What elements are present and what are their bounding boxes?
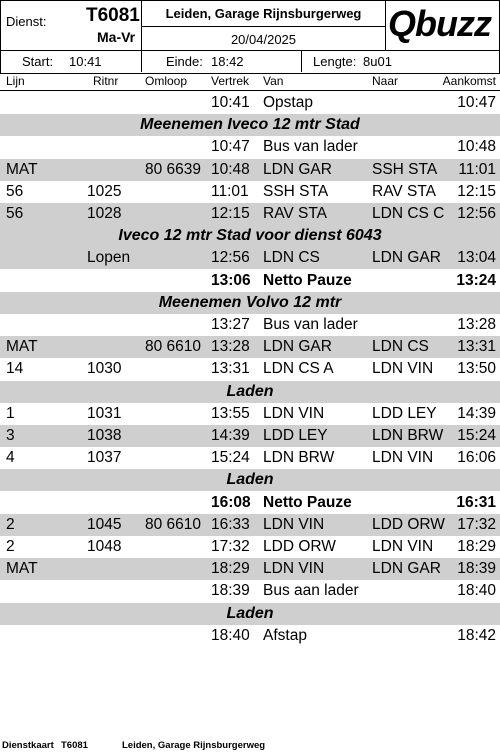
cell-van: Opstap <box>263 94 313 111</box>
cell-vertrek: 14:39 <box>211 427 250 444</box>
table-row <box>0 314 500 336</box>
cell-ritnr: 1031 <box>87 404 122 422</box>
cell-lijn: MAT <box>6 338 38 356</box>
cell-naar: LDN VIN <box>372 360 434 378</box>
cell-van: LDN VIN <box>263 560 325 578</box>
cell-lijn: 56 <box>6 182 24 200</box>
cell-aankomst: 12:56 <box>457 205 496 222</box>
cell-aankomst: 11:01 <box>458 160 496 178</box>
dienst-code: T6081 <box>86 5 140 26</box>
cell-vertrek: 13:27 <box>211 316 250 333</box>
section-header: Laden <box>0 603 500 625</box>
cell-naar: LDD ORW <box>372 515 445 533</box>
cell-vertrek: 13:31 <box>211 360 250 378</box>
cell-aankomst: 10:47 <box>457 94 496 111</box>
cell-naar: LDN VIN <box>372 538 434 555</box>
column-header <box>0 72 500 91</box>
table-row <box>0 558 500 580</box>
cell-lijn: 1 <box>6 404 15 422</box>
section-header: Laden <box>0 381 500 403</box>
cell-van: Netto Pauze <box>263 271 352 289</box>
section-header: Laden <box>0 469 500 491</box>
cell-aankomst: 18:39 <box>457 560 496 578</box>
table-row <box>0 270 500 292</box>
cell-lijn: 2 <box>6 515 15 533</box>
start-time: 10:41 <box>69 54 102 69</box>
table-row <box>0 447 500 469</box>
cell-lijn: MAT <box>6 160 38 178</box>
cell-ritnr: 1028 <box>87 205 122 222</box>
cell-lijn: MAT <box>6 560 38 578</box>
table-row <box>0 203 500 225</box>
cell-lijn: 2 <box>6 538 15 555</box>
cell-lijn: 14 <box>6 360 24 378</box>
header-box <box>0 0 500 74</box>
table-row <box>0 403 500 425</box>
section-header: Iveco 12 mtr Stad voor dienst 6043 <box>0 225 500 247</box>
cell-aankomst: 18:29 <box>457 538 496 555</box>
qbuzz-logo: Qbuzz <box>388 3 491 44</box>
cell-aankomst: 17:32 <box>457 515 496 533</box>
cell-aankomst: 13:24 <box>456 271 496 289</box>
cell-van: LDN GAR <box>263 160 332 178</box>
footer <box>0 740 500 754</box>
table-row <box>0 625 500 647</box>
cell-aankomst: 16:31 <box>456 493 496 511</box>
table-row <box>0 247 500 269</box>
header-divider <box>141 50 142 72</box>
cell-ritnr: 1025 <box>87 182 122 200</box>
header-divider <box>1 50 499 51</box>
cell-vertrek: 10:48 <box>211 160 250 178</box>
footer-location: Leiden, Garage Rijnsburgerweg <box>122 740 266 751</box>
cell-ritnr: Lopen <box>87 249 131 267</box>
cell-vertrek: 13:06 <box>211 271 251 289</box>
cell-van: LDD LEY <box>263 427 328 444</box>
cell-vertrek: 18:40 <box>211 626 250 644</box>
cell-vertrek: 10:41 <box>211 94 250 111</box>
cell-van: LDD ORW <box>263 538 336 555</box>
cell-ritnr: 1038 <box>87 427 122 444</box>
col-lijn: Lijn <box>6 74 25 88</box>
lengte-label: Lengte: <box>313 54 357 69</box>
cell-omloop: 80 6639 <box>145 160 202 178</box>
cell-ritnr: 1048 <box>87 538 122 555</box>
header-divider <box>301 50 302 72</box>
cell-lijn: 4 <box>6 449 15 467</box>
cell-aankomst: 18:42 <box>457 626 496 644</box>
col-van: Van <box>263 74 284 88</box>
cell-van: LDN VIN <box>263 515 325 533</box>
cell-van: LDN CS <box>263 249 320 267</box>
einde-time: 18:42 <box>211 54 244 69</box>
dienst-days: Ma-Vr <box>97 29 136 45</box>
cell-vertrek: 13:55 <box>211 404 250 422</box>
cell-vertrek: 16:33 <box>211 515 250 533</box>
cell-naar: LDN CS <box>372 338 429 356</box>
table-row <box>0 492 500 514</box>
cell-vertrek: 15:24 <box>211 449 250 467</box>
cell-naar: LDN BRW <box>372 427 444 444</box>
cell-aankomst: 13:50 <box>457 360 496 378</box>
cell-naar: LDN GAR <box>372 560 441 578</box>
section-header: Meenemen Iveco 12 mtr Stad <box>0 114 500 136</box>
cell-aankomst: 13:04 <box>457 249 496 267</box>
cell-aankomst: 13:28 <box>457 316 496 333</box>
location-title: Leiden, Garage Rijnsburgerweg <box>165 6 362 21</box>
cell-ritnr: 1045 <box>87 515 122 533</box>
cell-naar: LDN GAR <box>372 249 441 267</box>
cell-aankomst: 10:48 <box>457 138 496 156</box>
cell-vertrek: 16:08 <box>211 493 251 511</box>
table-row <box>0 136 500 158</box>
table-row <box>0 580 500 602</box>
cell-van: RAV STA <box>263 205 328 222</box>
cell-omloop: 80 6610 <box>145 338 202 356</box>
table-row <box>0 159 500 181</box>
table-row <box>0 425 500 447</box>
table-row <box>0 536 500 558</box>
footer-label: Dienstkaart <box>2 740 54 751</box>
table-row <box>0 181 500 203</box>
section-header: Meenemen Volvo 12 mtr <box>0 292 500 314</box>
cell-van: Bus van lader <box>263 138 358 156</box>
col-vertrek: Vertrek <box>211 74 250 88</box>
cell-aankomst: 13:31 <box>457 338 496 356</box>
cell-van: Afstap <box>263 626 307 644</box>
table-row <box>0 514 500 536</box>
cell-vertrek: 13:28 <box>211 338 250 356</box>
cell-naar: SSH STA <box>372 160 438 178</box>
cell-vertrek: 12:56 <box>211 249 250 267</box>
col-aankomst: Aankomst <box>442 74 496 88</box>
cell-van: Bus van lader <box>263 316 358 333</box>
cell-vertrek: 18:39 <box>211 582 250 600</box>
cell-naar: RAV STA <box>372 182 437 200</box>
date: 20/04/2025 <box>230 32 297 47</box>
table-row <box>0 92 500 114</box>
start-label: Start: <box>22 54 54 69</box>
cell-van: Netto Pauze <box>263 493 352 511</box>
cell-van: LDN VIN <box>263 404 325 422</box>
cell-omloop: 80 6610 <box>145 515 202 533</box>
dienst-label: Dienst: <box>6 14 47 29</box>
cell-aankomst: 16:06 <box>457 449 496 467</box>
footer-code: T6081 <box>61 740 88 751</box>
header-divider <box>142 26 385 27</box>
cell-van: LDN CS A <box>263 360 334 378</box>
cell-vertrek: 18:29 <box>211 560 250 578</box>
cell-vertrek: 12:15 <box>211 205 250 222</box>
cell-naar: LDD LEY <box>372 404 437 422</box>
cell-aankomst: 15:24 <box>457 427 496 444</box>
cell-ritnr: 1030 <box>87 360 122 378</box>
col-ritnr: Ritnr <box>93 74 119 88</box>
cell-van: SSH STA <box>263 182 329 200</box>
cell-naar: LDN VIN <box>372 449 434 467</box>
lengte-value: 8u01 <box>363 54 392 69</box>
cell-vertrek: 11:01 <box>211 182 249 200</box>
header-divider <box>385 1 386 50</box>
col-omloop: Omloop <box>145 74 188 88</box>
cell-van: LDN BRW <box>263 449 335 467</box>
table-row <box>0 358 500 380</box>
cell-van: Bus aan lader <box>263 582 359 600</box>
einde-label: Einde: <box>166 54 203 69</box>
table-row <box>0 336 500 358</box>
cell-ritnr: 1037 <box>87 449 122 467</box>
cell-van: LDN GAR <box>263 338 332 356</box>
cell-aankomst: 14:39 <box>457 404 496 422</box>
cell-lijn: 56 <box>6 205 24 222</box>
col-naar: Naar <box>372 74 399 88</box>
cell-aankomst: 12:15 <box>457 182 496 200</box>
cell-naar: LDN CS C <box>372 205 445 222</box>
cell-vertrek: 17:32 <box>211 538 250 555</box>
cell-aankomst: 18:40 <box>457 582 496 600</box>
cell-lijn: 3 <box>6 427 15 444</box>
cell-vertrek: 10:47 <box>211 138 250 156</box>
